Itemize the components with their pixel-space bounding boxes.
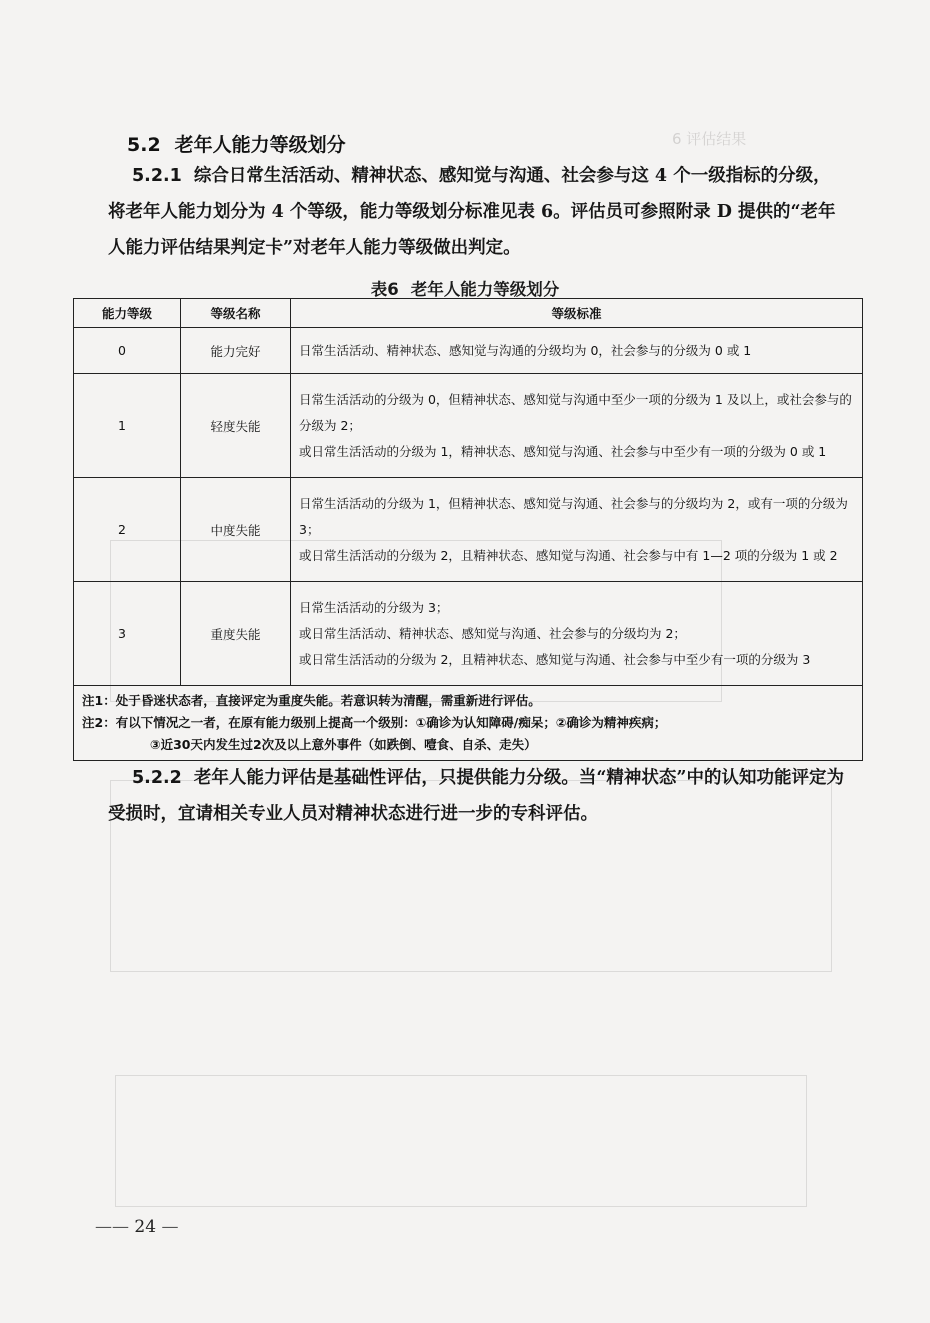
criteria-line: 日常生活活动、精神状态、感知觉与沟通的分级均为 0，社会参与的分级为 0 或 1 [299, 342, 752, 358]
clause-text: 综合日常生活活动、精神状态、感知觉与沟通、社会参与这 4 个一级指标的分级，将老年人能力划分为 4 个等级，能力等级划分标准见表 6。评估员可参照附录 D 提供的“老年人能力评估结果判定卡”对老年人能力等级做出判定。 [108, 166, 836, 258]
clause-text: 老年人能力评估是基础性评估，只提供能力分级。当“精神状态”中的认知功能评定为受损时，宜请相关专业人员对精神状态进行进一步的专科评估。 [108, 768, 844, 824]
section-title: 老年人能力等级划分 [174, 134, 346, 156]
footer-dash: —— [95, 1217, 135, 1237]
level-cell: 1 [74, 374, 181, 478]
table-note: ③近30天内发生过2次及以上意外事件（如跌倒、噎食、自杀、走失） [150, 737, 537, 752]
table-row [74, 328, 863, 374]
table-row [74, 478, 863, 582]
criteria-cell [291, 328, 863, 374]
level-name-cell: 中度失能 [181, 478, 291, 582]
criteria-line: 日常生活活动的分级为 3； [299, 599, 449, 615]
criteria-cell [291, 374, 863, 478]
paragraph-5-2-2 [108, 760, 848, 832]
level-name-cell: 轻度失能 [181, 374, 291, 478]
level-name-cell: 能力完好 [181, 328, 291, 374]
column-header: 等级名称 [181, 299, 291, 328]
clause-number: 5.2.2 [132, 768, 182, 788]
column-header: 能力等级 [74, 299, 181, 328]
clause-number: 5.2.1 [132, 166, 182, 186]
criteria-cell [291, 478, 863, 582]
level-cell: 2 [74, 478, 181, 582]
level-cell: 3 [74, 582, 181, 686]
table-notes-row [74, 686, 863, 761]
table-note: 注2：有以下情况之一者，在原有能力级别上提高一个级别：①确诊为认知障碍/痴呆；②确诊为精神疾病； [82, 715, 667, 730]
criteria-line: 或日常生活活动的分级为 2，且精神状态、感知觉与沟通、社会参与中至少有一项的分级为 3 [299, 651, 811, 667]
table-row [74, 374, 863, 478]
footer-dash: — [156, 1217, 179, 1237]
table-title: 老年人能力等级划分 [410, 280, 560, 299]
bleed-through-table [115, 1075, 807, 1207]
criteria-line: 或日常生活活动、精神状态、感知觉与沟通、社会参与的分级均为 2； [299, 625, 686, 641]
table-caption [0, 276, 930, 300]
criteria-line: 日常生活活动的分级为 1，但精神状态、感知觉与沟通、社会参与的分级均为 2，或有一项的分级为 3； [299, 495, 848, 537]
criteria-line: 或日常生活活动的分级为 2，且精神状态、感知觉与沟通、社会参与中有 1—2 项的分级为 1 或 2 [299, 547, 838, 563]
section-number: 5.2 [127, 134, 161, 156]
level-name-cell: 重度失能 [181, 582, 291, 686]
ability-grade-table [73, 298, 863, 761]
bleed-through-text: 6 评估结果 [672, 130, 747, 148]
level-cell: 0 [74, 328, 181, 374]
table-header-row [74, 299, 863, 328]
column-header: 等级标准 [291, 299, 863, 328]
page-footer [95, 1217, 178, 1237]
table-row [74, 582, 863, 686]
page-number: 24 [134, 1217, 157, 1237]
criteria-line: 日常生活活动的分级为 0，但精神状态、感知觉与沟通中至少一项的分级为 1 及以上，或社会参与的分级为 2； [299, 391, 852, 433]
paragraph-5-2-1 [108, 158, 848, 266]
table-number: 表6 [370, 280, 399, 299]
table-note: 注1：处于昏迷状态者，直接评定为重度失能。若意识转为清醒，需重新进行评估。 [82, 693, 541, 708]
section-heading [127, 130, 346, 157]
criteria-line: 或日常生活活动的分级为 1，精神状态、感知觉与沟通、社会参与中至少有一项的分级为 0 或 1 [299, 443, 827, 459]
criteria-cell [291, 582, 863, 686]
table-notes-cell [74, 686, 863, 761]
